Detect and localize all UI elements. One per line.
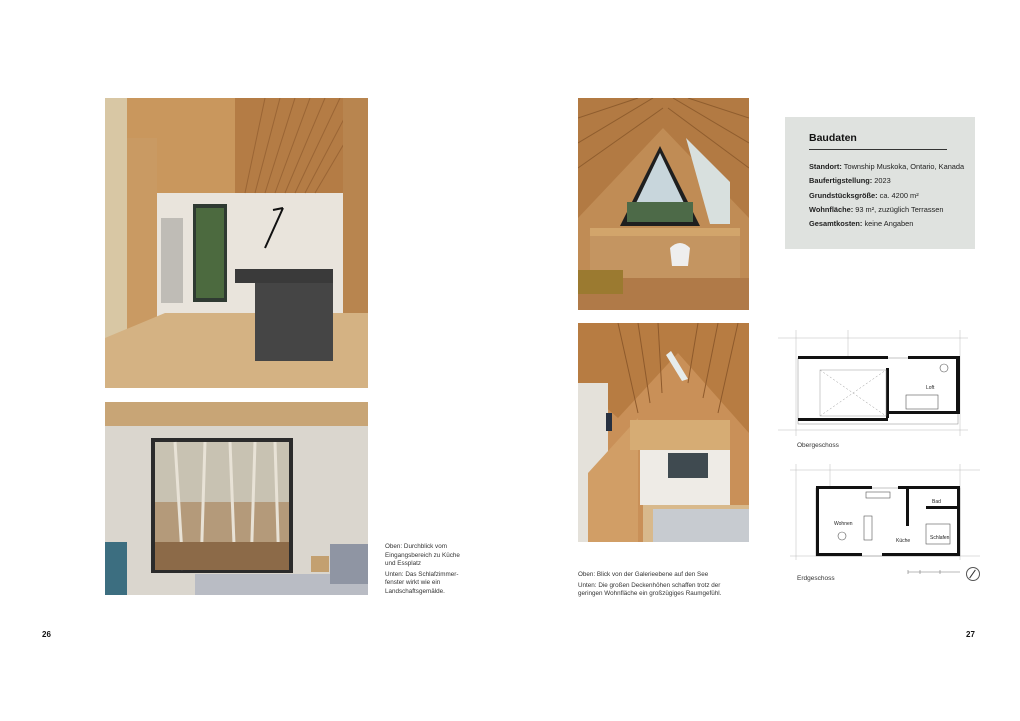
baudaten-row (809, 191, 919, 200)
baudaten-row-value: ca. 4200 m² (879, 191, 919, 200)
baudaten-row (809, 162, 964, 171)
baudaten-row (809, 205, 943, 214)
baudaten-row-label: Grundstücksgröße: (809, 191, 878, 200)
north-arrow-icon (966, 567, 980, 581)
photo-bedroom (105, 402, 368, 595)
baudaten-row-value: 93 m², zuzüglich Terrassen (855, 205, 944, 214)
baudaten-divider (809, 149, 947, 150)
baudaten-title: Baudaten (809, 132, 857, 144)
room-label-bad: Bad (932, 499, 941, 505)
plan-caption-ground: Erdgeschoss (797, 575, 835, 582)
floor-plan-ground (790, 464, 980, 584)
floor-plan-upper (778, 330, 968, 436)
baudaten-row-value: keine Angaben (864, 219, 914, 228)
page-number-right: 27 (966, 630, 975, 639)
caption-right-top-label: Oben: (578, 571, 596, 578)
baudaten-row-value: Township Muskoka, Ontario, Kanada (843, 162, 965, 171)
baudaten-row-label: Wohnfläche: (809, 205, 854, 214)
baudaten-box (785, 117, 975, 249)
baudaten-row-label: Standort: (809, 162, 842, 171)
baudaten-row-label: Gesamtkosten: (809, 219, 863, 228)
caption-left-bottom-label: Unten: (385, 570, 404, 578)
baudaten-row-label: Baufertigstellung: (809, 176, 873, 185)
photo-gallery (578, 323, 749, 542)
caption-right-top-text: Blick von der Galerieebene auf den See (596, 571, 709, 578)
photo-gable-window (578, 98, 749, 310)
photo-kitchen (105, 98, 368, 388)
room-label-wohnen: Wohnen (834, 521, 853, 527)
baudaten-row (809, 219, 913, 228)
room-label-kueche: Küche (896, 538, 911, 544)
plan-caption-upper: Obergeschoss (797, 442, 839, 449)
baudaten-row-value: 2023 (874, 176, 891, 185)
baudaten-row (809, 176, 891, 185)
caption-left-top-label: Oben: (385, 543, 403, 550)
caption-left-bottom-text: Das Schlafzimmer-fenster wirkt wie ein Landschaftsgemälde. (385, 570, 459, 595)
caption-right-bottom-text: Die großen Deckenhöhen schaffen trotz der geringen Wohnfläche ein großzügiges Raumgefühl. (578, 581, 722, 598)
room-label-loft: Loft (926, 385, 935, 391)
caption-left-top-text: Durchblick vom Eingangsbereich zu Küche und Essplatz (385, 543, 460, 568)
page-number-left: 26 (42, 630, 51, 639)
caption-right (578, 571, 728, 601)
caption-right-bottom-label: Unten: (578, 581, 597, 589)
room-label-schlafen: Schlafen (930, 535, 950, 541)
caption-left (385, 543, 467, 599)
